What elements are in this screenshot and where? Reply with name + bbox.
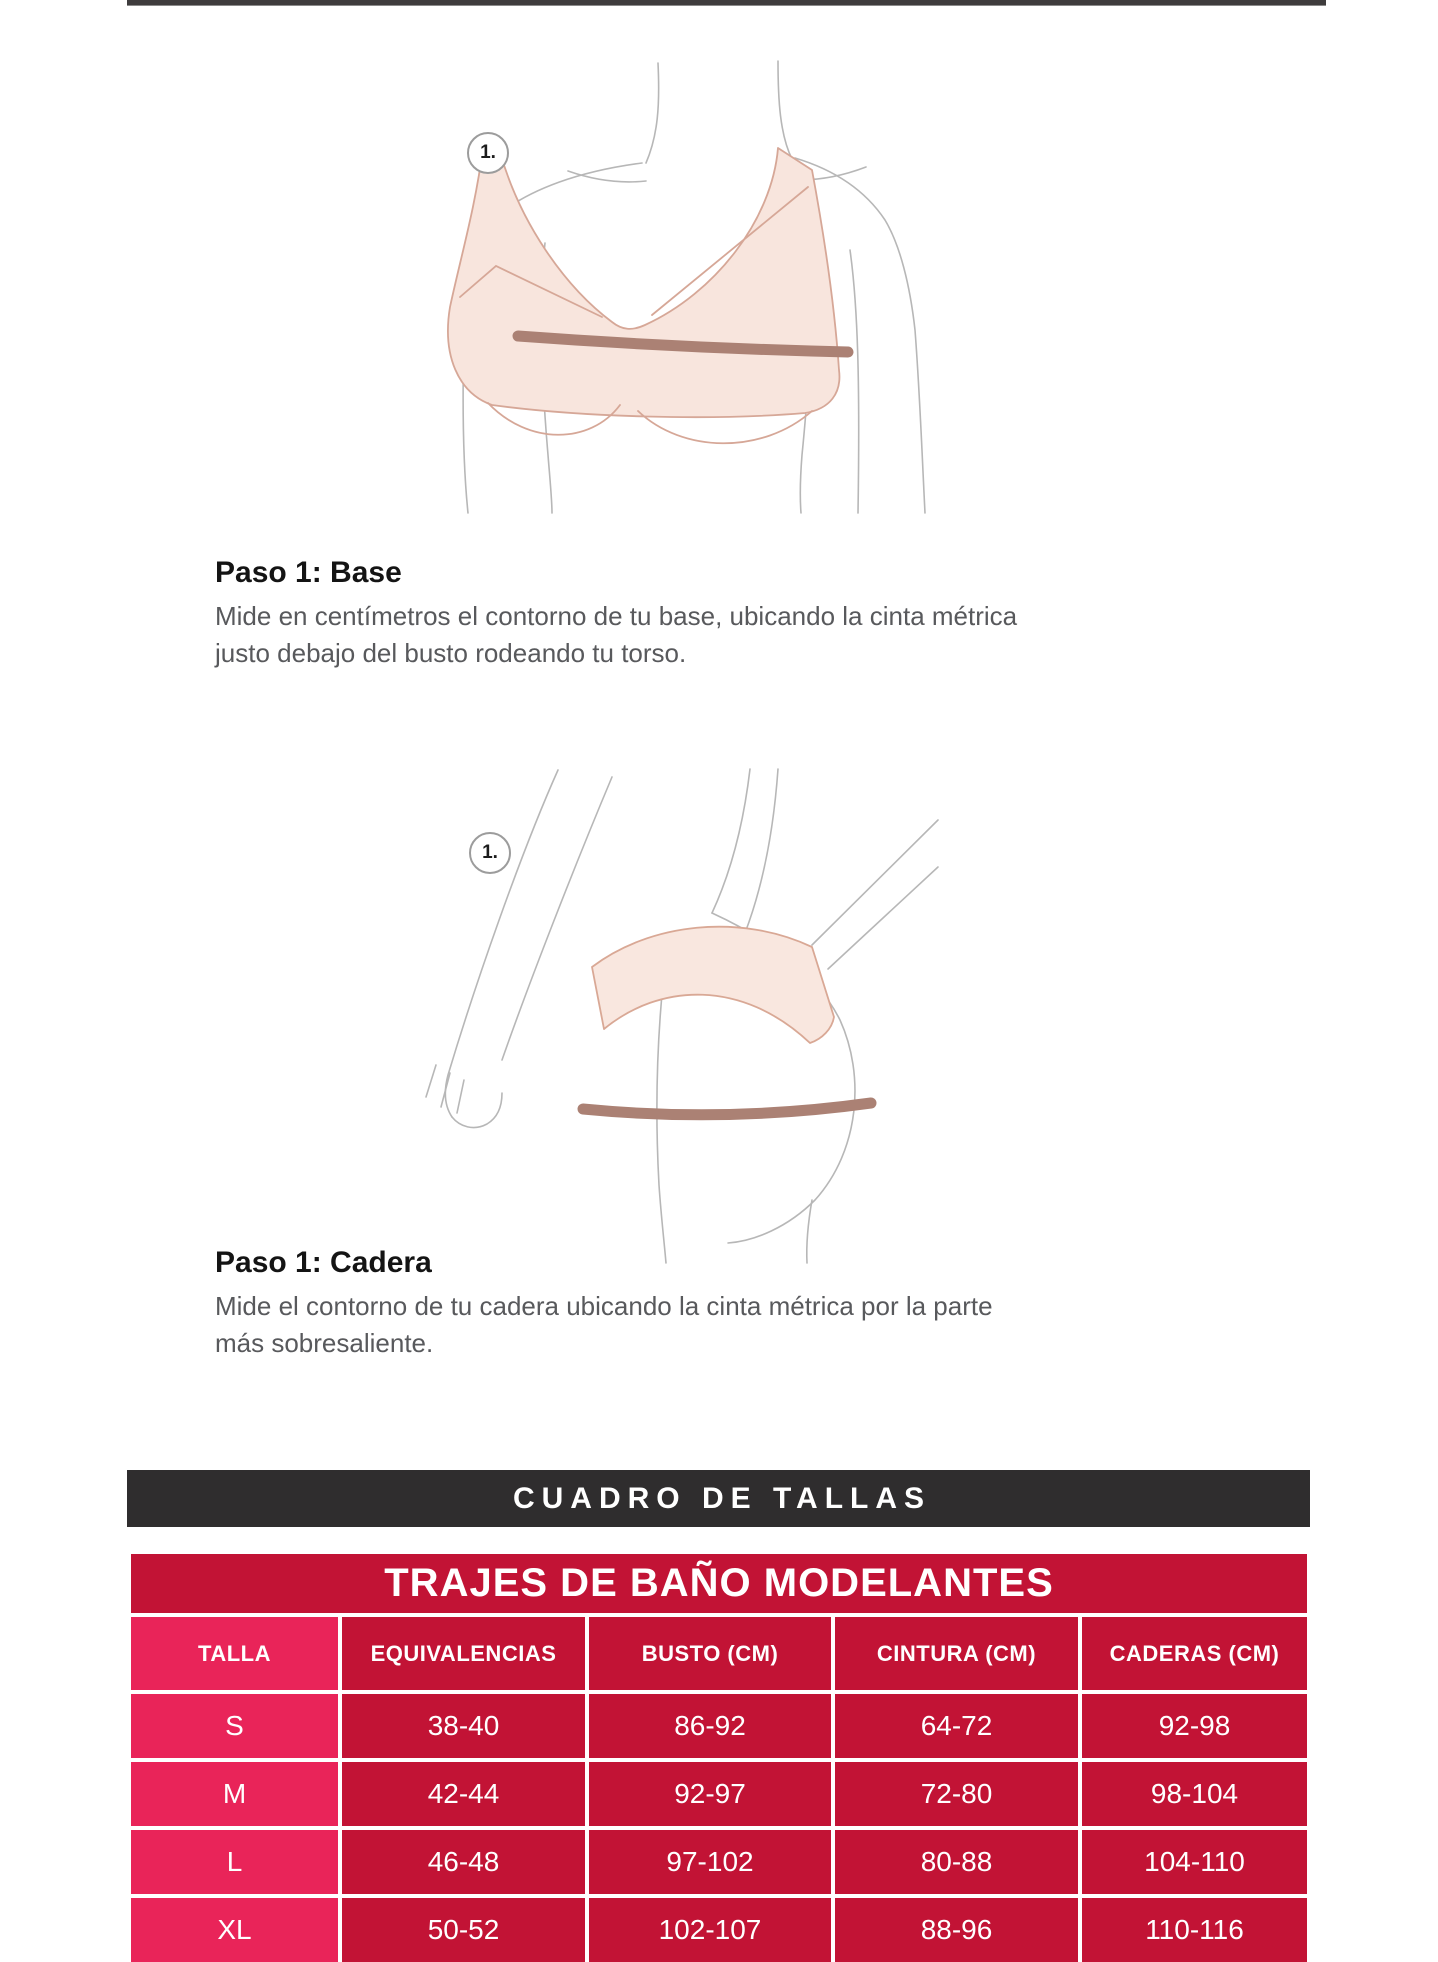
size-cell: S [131,1694,338,1758]
table-cell: 97-102 [589,1830,831,1894]
table-cell: 46-48 [342,1830,585,1894]
bust-measure-illustration [380,55,940,515]
column-header-equivalencias: EQUIVALENCIAS [342,1617,585,1690]
table-cell: 86-92 [589,1694,831,1758]
table-cell: 88-96 [835,1898,1078,1962]
table-cell: 104-110 [1082,1830,1307,1894]
size-cell: XL [131,1898,338,1962]
column-header-cintura: CINTURA (CM) [835,1617,1078,1690]
table-cell: 64-72 [835,1694,1078,1758]
size-cell: M [131,1762,338,1826]
size-table [131,1617,1307,1962]
table-cell: 72-80 [835,1762,1078,1826]
column-header-caderas: CADERAS (CM) [1082,1617,1307,1690]
column-header-talla: TALLA [131,1617,338,1690]
table-cell: 92-97 [589,1762,831,1826]
step-cadera-title: Paso 1: Cadera [215,1246,432,1279]
step-base-title: Paso 1: Base [215,556,402,589]
hips-measure-illustration [360,765,940,1265]
step-cadera-description: Mide el contorno de tu cadera ubicando la cinta métrica por la parte más sobresaliente. [215,1291,993,1358]
table-cell: 92-98 [1082,1694,1307,1758]
table-cell: 110-116 [1082,1898,1307,1962]
size-chart-banner: CUADRO DE TALLAS [127,1470,1310,1527]
step-number-badge: 1. [469,832,511,874]
table-cell: 102-107 [589,1898,831,1962]
table-cell: 80-88 [835,1830,1078,1894]
step-base-description: Mide en centímetros el contorno de tu base, ubicando la cinta métrica justo debajo del busto rodeando tu torso. [215,601,1018,668]
table-cell: 50-52 [342,1898,585,1962]
top-divider [127,0,1326,6]
size-cell: L [131,1830,338,1894]
table-cell: 98-104 [1082,1762,1307,1826]
table-cell: 38-40 [342,1694,585,1758]
column-header-busto: BUSTO (CM) [589,1617,831,1690]
step-number-badge: 1. [467,132,509,174]
size-table-title: TRAJES DE BAÑO MODELANTES [131,1554,1307,1613]
table-cell: 42-44 [342,1762,585,1826]
